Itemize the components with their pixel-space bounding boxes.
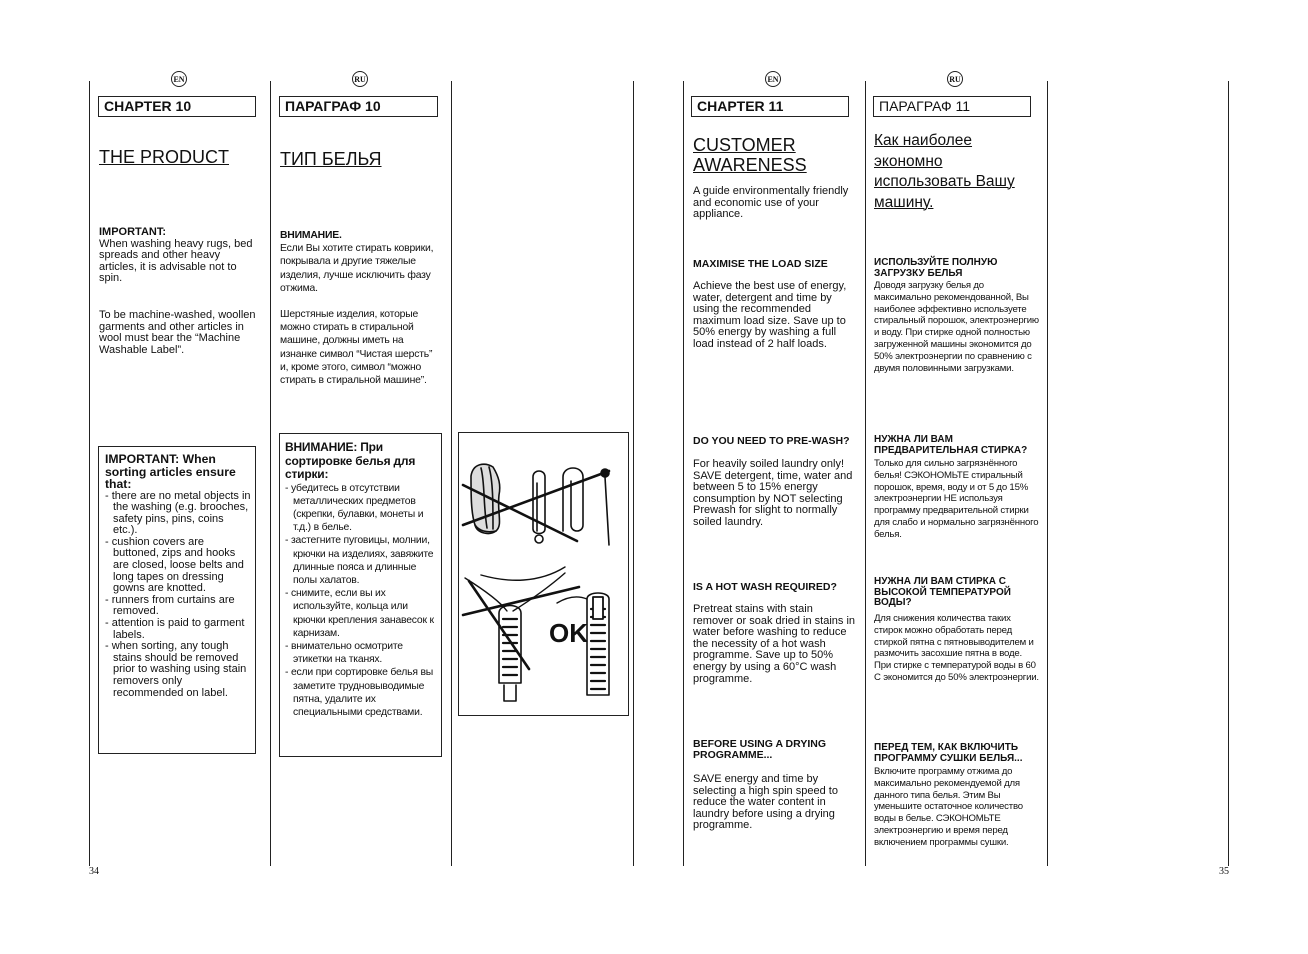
box-heading: IMPORTANT: When sorting articles ensure that: (105, 452, 236, 491)
column-rule (865, 81, 866, 866)
important-note (280, 229, 442, 295)
note-heading: ВНИМАНИЕ. (280, 230, 342, 241)
section-body: Achieve the best use of energy, water, detergent and time by using the recommended maximum load size. Save up to 50% energy by washing a full load instead of 2 half loads. (693, 280, 847, 350)
section-heading: BEFORE USING A DRYING PROGRAMME... (693, 738, 827, 761)
chapter-heading: ПАРАГРАФ 11 (873, 96, 1031, 117)
column-rule (89, 81, 90, 866)
language-badge-en: EN (171, 71, 187, 87)
page-number-right: 35 (1219, 866, 1229, 877)
section-heading: DO YOU NEED TO PRE-WASH? (693, 435, 850, 447)
safety-pin-icon (533, 471, 545, 543)
paper-clip-icon (563, 468, 583, 531)
list-item: - cushion covers are buttoned, zips and hooks are closed, loose belts and long tapes on dressing gowns are knotted. (105, 535, 244, 595)
language-badge-en: EN (765, 71, 781, 87)
important-box (279, 433, 442, 757)
language-badge-ru: RU (352, 71, 368, 87)
sorting-list (105, 491, 251, 700)
chapter-heading: CHAPTER 11 (691, 96, 849, 117)
chapter-heading: CHAPTER 10 (98, 96, 256, 117)
list-item: - снимите, если вы их используйте, кольца или крючки крепления занавесок к карнизам. (285, 588, 434, 639)
section-body: Для снижения количества таких стирок можно обработать перед стиркой пятна с пятновыводителем и размочить засохшие пятна в воде. При стирке с температурой воды в 60 С экономится до 50% электроэнергии. (874, 613, 1039, 683)
intro-text: A guide environmentally friendly and economic use of your appliance. (693, 185, 849, 221)
column-rule (1047, 81, 1048, 866)
sorting-list (285, 482, 435, 720)
section-title: ТИП БЕЛЬЯ (280, 149, 382, 169)
important-note (99, 227, 259, 285)
sorting-illustration (458, 432, 629, 716)
column-rule (683, 81, 684, 866)
column-rule (1228, 81, 1229, 866)
important-box (98, 446, 256, 754)
section-body: Только для сильно загрязнённого белья! СЭКОНОМЬТЕ стиральный порошок, время, воду и от 5 до 15% электроэнергии НЕ используя программу предварительной стирки для слабо и нормально загрязнённого белья. (874, 458, 1039, 540)
list-item: - застегните пуговицы, молнии, крючки на изделиях, завяжите длинные пояса и длинные полы халатов. (285, 535, 434, 586)
note-body: When washing heavy rugs, bed spreads and other heavy articles, it is advisable not to spin. (99, 237, 253, 285)
section-heading: MAXIMISE THE LOAD SIZE (693, 258, 828, 270)
section-title: THE PRODUCT (99, 147, 229, 167)
list-item: - runners from curtains are removed. (105, 593, 235, 618)
language-badge-ru: RU (947, 71, 963, 87)
section-title: CUSTOMER AWARENESS (693, 135, 807, 175)
list-item: - если при сортировке белья вы заметите трудновыводимые пятна, удалите их специальными средствами. (285, 667, 434, 718)
section-body: For heavily soiled laundry only! SAVE detergent, time, water and between 5 to 15% energy consumption by NOT selecting Prewash for slight to normally soiled laundry. (693, 458, 853, 528)
brooch-icon (471, 464, 500, 533)
wool-note: Шерстяные изделия, которые можно стирать в стиральной машине, должны иметь на изнанке символ “Чистая шерсть” и, кроме этого, символ “можно стирать в стиральной машине”. (280, 309, 433, 387)
box-heading: ВНИМАНИЕ: При сортировке белья для стирки: (285, 440, 416, 481)
note-heading: IMPORTANT: (99, 226, 167, 238)
page-number-left: 34 (89, 866, 99, 877)
list-item: - внимательно осмотрите этикетки на тканях. (285, 640, 403, 666)
chapter-heading: ПАРАГРАФ 10 (279, 96, 438, 117)
section-body: Доводя загрузку белья до максимально рекомендованной, Вы наиболее эффективно используете стиральный порошок, электроэнергию и воду. При стирке одной полностью загруженной машины экономится до 50% электроэнергии по сравнению с двумя половинными загрузками. (874, 280, 1039, 374)
column-rule (451, 81, 452, 866)
section-heading: IS A HOT WASH REQUIRED? (693, 581, 837, 593)
section-heading: ПЕРЕД ТЕМ, КАК ВКЛЮЧИТЬ ПРОГРАММУ СУШКИ БЕЛЬЯ... (874, 742, 1023, 764)
section-heading: НУЖНА ЛИ ВАМ СТИРКА С ВЫСОКОЙ ТЕМПЕРАТУРОЙ ВОДЫ? (874, 576, 1011, 608)
section-body: Pretreat stains with stain remover or soak dried in stains in water before washing to reduce the necessity of a hot wash programme. Save up to 50% energy by using a 60°C wash programme. (693, 603, 856, 685)
section-body: SAVE energy and time by selecting a high spin speed to reduce the water content in laundry before using a drying programme. (693, 773, 838, 832)
section-title: Как наиболее экономно использовать Вашу машину. (874, 132, 1015, 211)
list-item: - there are no metal objects in the washing (e.g. brooches, safety pins, pins, coins etc.). (105, 489, 251, 537)
column-rule (633, 81, 634, 866)
list-item: - attention is paid to garment labels. (105, 617, 245, 641)
wool-note: To be machine-washed, woollen garments and other articles in wool must bear the “Machine Washable Label”. (99, 309, 256, 356)
ok-label: OK (549, 618, 588, 648)
list-item: - убедитесь в отсутствии металлических предметов (скрепки, булавки, монеты и т.д.) в белье. (285, 482, 424, 534)
section-body: Включите программу отжима до максимально рекомендуемой для данного типа белья. Этим Вы уменьшите остаточное количество воды в белье. СЭКОНОМЬТЕ электроэнергию и время перед включением программы сушки. (874, 766, 1023, 848)
section-heading: НУЖНА ЛИ ВАМ ПРЕДВАРИТЕЛЬНАЯ СТИРКА? (874, 434, 1028, 456)
list-item: - when sorting, any tough stains should be removed prior to washing using stain removers only recommended on label. (105, 640, 247, 699)
section-heading: ИСПОЛЬЗУЙТЕ ПОЛНУЮ ЗАГРУЗКУ БЕЛЬЯ (874, 257, 998, 279)
column-rule (270, 81, 271, 866)
pin-icon (601, 469, 609, 545)
note-body: Если Вы хотите стирать коврики, покрывала и другие тяжелые изделия, лучше исключить фазу отжима. (280, 243, 434, 294)
illustration-svg (459, 433, 628, 715)
